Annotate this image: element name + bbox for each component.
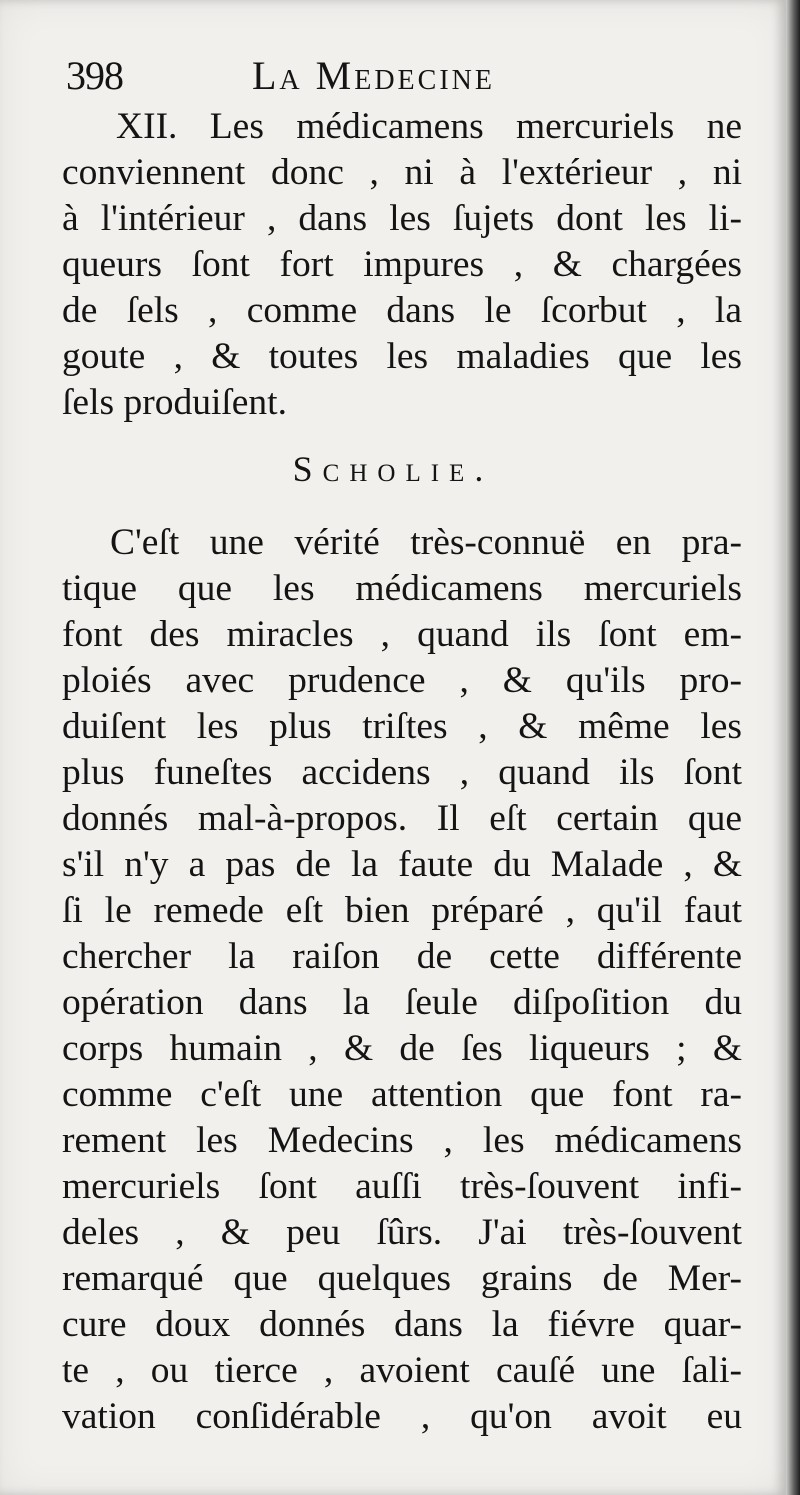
paragraph-xii: [62, 104, 742, 426]
text-line: cure doux donnés dans la fiévre quar-: [62, 1304, 742, 1345]
page-number: 398: [66, 53, 123, 98]
text-line: goute , & toutes les maladies que les: [62, 336, 742, 377]
page-edge-shadow: [786, 0, 800, 1495]
text-line: XII. Les médicamens mercuriels ne: [116, 106, 742, 147]
text-line: à l'intérieur , dans les ſujets dont les li-: [62, 198, 742, 239]
text-line: comme c'eſt une attention que font ra-: [62, 1074, 742, 1115]
text-line: s'il n'y a pas de la faute du Malade , &: [62, 844, 742, 885]
text-line: donnés mal-à-propos. Il eſt certain que: [62, 798, 742, 839]
text-line: font des miracles , quand ils ſont em-: [62, 614, 742, 655]
text-line: de ſels , comme dans le ſcorbut , la: [62, 290, 742, 331]
text-line: deles , & peu ſûrs. J'ai très-ſouvent: [62, 1212, 742, 1253]
text-line: rement les Medecins , les médicamens: [62, 1120, 742, 1161]
text-line: te , ou tierce , avoient cauſé une ſali-: [62, 1350, 742, 1391]
running-head: [66, 50, 746, 102]
text-line: C'eſt une vérité très-connuë en pra-: [110, 522, 742, 563]
text-line: conviennent donc , ni à l'extérieur , ni: [62, 152, 742, 193]
text-line: tique que les médicamens mercuriels: [62, 568, 742, 609]
section-heading: Scholie.: [292, 449, 494, 489]
text-line: chercher la raiſon de cette différente: [62, 936, 742, 977]
text-line: plus funeſtes accidens , quand ils ſont: [62, 752, 742, 793]
text-line: ſi le remede eſt bien préparé , qu'il faut: [62, 890, 742, 931]
running-title: La Medecine: [252, 53, 495, 98]
text-line: ſels produiſent.: [62, 382, 287, 423]
text-line: corps humain , & de ſes liqueurs ; &: [62, 1028, 742, 1069]
text-line: remarqué que quelques grains de Mer-: [62, 1258, 742, 1299]
text-line: queurs ſont fort impures , & chargées: [62, 244, 742, 285]
text-line: duiſent les plus triſtes , & même les: [62, 706, 742, 747]
text-line: ploiés avec prudence , & qu'ils pro-: [62, 660, 742, 701]
scholie-paragraph: [62, 520, 742, 1440]
text-line: vation conſidérable , qu'on avoit eu: [62, 1396, 742, 1437]
text-line: opération dans la ſeule diſpoſition du: [62, 982, 742, 1023]
text-line: mercuriels ſont auſſi très-ſouvent infi-: [62, 1166, 742, 1207]
